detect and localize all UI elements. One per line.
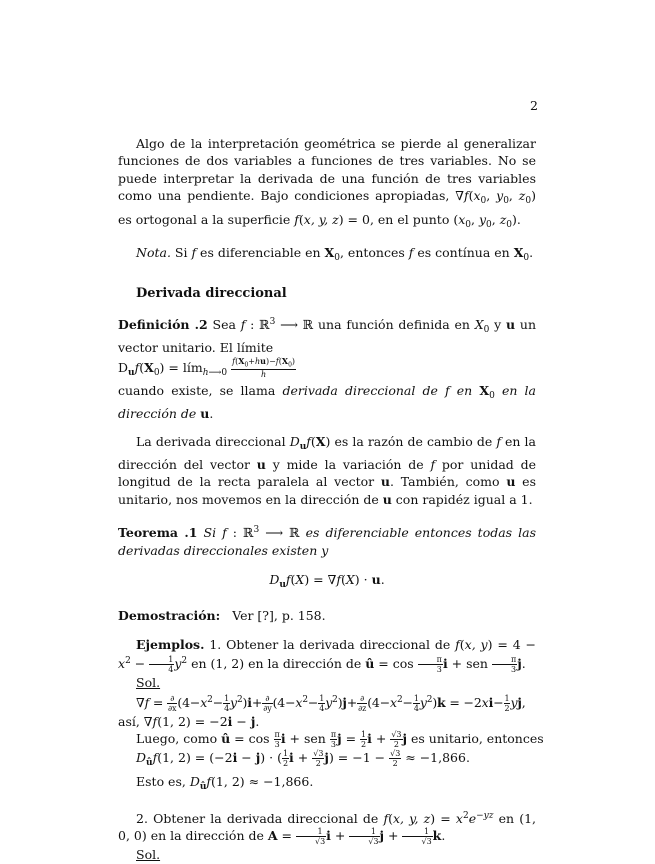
- definicion-limit: $D_uf(X_0)$ = lím$_{h⟶0}$ $\frac{f(X_0+hu)-f(X_0)}{h}$: [118, 355, 296, 380]
- section-title: Derivada direccional: [136, 286, 287, 302]
- calculo-line: $D_ûf(1$, 2) = (−2i − j) · ( $\frac{1}{2}$ i + $\frac{√3}{2}$ j) = −1 − $\frac{√3}{2}$ ≈ −1,866.: [136, 749, 470, 769]
- paragraph-intro: Algo de la interpretación geométrica se pierde al generalizar funciones de dos variables a funciones de tres variables. No se puede interpretar la derivada de una función de tres variables como una pendiente. Bajo condiciones apropiadas, $\nabla f(x_0$, $y_0$, $z_0$) es ortogonal a la superficie f(x, y, z) = 0, en el punto ($x_0$, $y_0$, $z_0$).: [118, 136, 536, 230]
- teorema-label: Teorema .1: [118, 525, 198, 541]
- demostracion-label: Demostración:: [118, 607, 221, 623]
- paragraph-definicion: Definición .2 Sea f : ℝ$^3$ ⟶ ℝ una función definida en $X_0$ y u un vector unitario. El límite: [118, 316, 536, 356]
- paragraph-nota: Nota. Si f es diferenciable en $X_0$, entonces f es contínua en $X_0$.: [136, 245, 534, 264]
- asi-line: así, ∇f(1, 2) = −2i − j.: [118, 713, 260, 729]
- nota-label: Nota.: [136, 245, 171, 261]
- paragraph-derivada: La derivada direccional $D_uf(X)$ es la razón de cambio de f en la dirección del vector u y mide la variación de f por unidad de longitud de la recta paralela al vector u. También, como u es unitario, nos movemos en la dirección de u con rapidéz igual a 1.: [118, 433, 536, 507]
- definicion-label: Definición .2: [118, 316, 208, 332]
- demostracion-text: Ver [?], p. 158.: [232, 607, 326, 623]
- teorema-formula: $D_uf(X) = \nabla f(X) \cdot u$.: [269, 572, 385, 591]
- gradient-line: ∇f = $\frac{\partial}{\partial x}$ ($4-x^2-$ $\frac{1}{4}$ $y^2)i+$ $\frac{\partial}{\partial y}$ ($4-x^2-$ $\frac{1}{4}$ $y^2)j+$ $\frac{\partial}{\partial z}$ ($4-x^2-$ $\frac{1}{4}$ $y^2)k = -2xi-$ $\frac{1}{2}$ yj,: [136, 693, 526, 713]
- sol-label-1: Sol.: [136, 675, 161, 691]
- document-body: [118, 135, 544, 864]
- paragraph-definicion-2: cuando existe, se llama derivada direccional de f en $X_0$ en la dirección de u.: [118, 382, 536, 422]
- luego-line: Luego, como û = cos $\frac{\pi}{3}$ i + sen $\frac{\pi}{3}$ j = $\frac{1}{2}$ i + $\frac{√3}{2}$ j es unitario, entonces: [136, 730, 544, 750]
- paragraph-teorema: Teorema .1 Si f : ℝ$^3$ ⟶ ℝ es diferenciable entonces todas las derivadas direccionales existen y: [118, 525, 536, 558]
- ejemplo-1-intro: Ejemplos. 1. Obtener la derivada direccional de f(x, $y) = 4 - x^2$ − $\frac{1}{4}$ $y^2$ en (1, 2) en la dirección de û = cos $\frac{\pi}{3}$ i + sen $\frac{\pi}{3}$ j.: [118, 636, 537, 675]
- esto-line: Esto es, $D_ûf(1$, 2) ≈ −1,866.: [136, 773, 314, 792]
- page-number: 2: [530, 98, 538, 113]
- paragraph-demostracion: [118, 607, 536, 624]
- ejemplos-label: Ejemplos.: [136, 636, 205, 652]
- sol-label-2: Sol.: [136, 847, 161, 863]
- ejemplo-2-intro: 2. Obtener la derivada direccional de f(x, y, $z) = x^2e^{-yz}$ en (1, 0, 0) en la dirección de A = $\frac{1}{√3}$ i + $\frac{1}{√3}$ j + $\frac{1}{√3}$ k.: [118, 810, 536, 847]
